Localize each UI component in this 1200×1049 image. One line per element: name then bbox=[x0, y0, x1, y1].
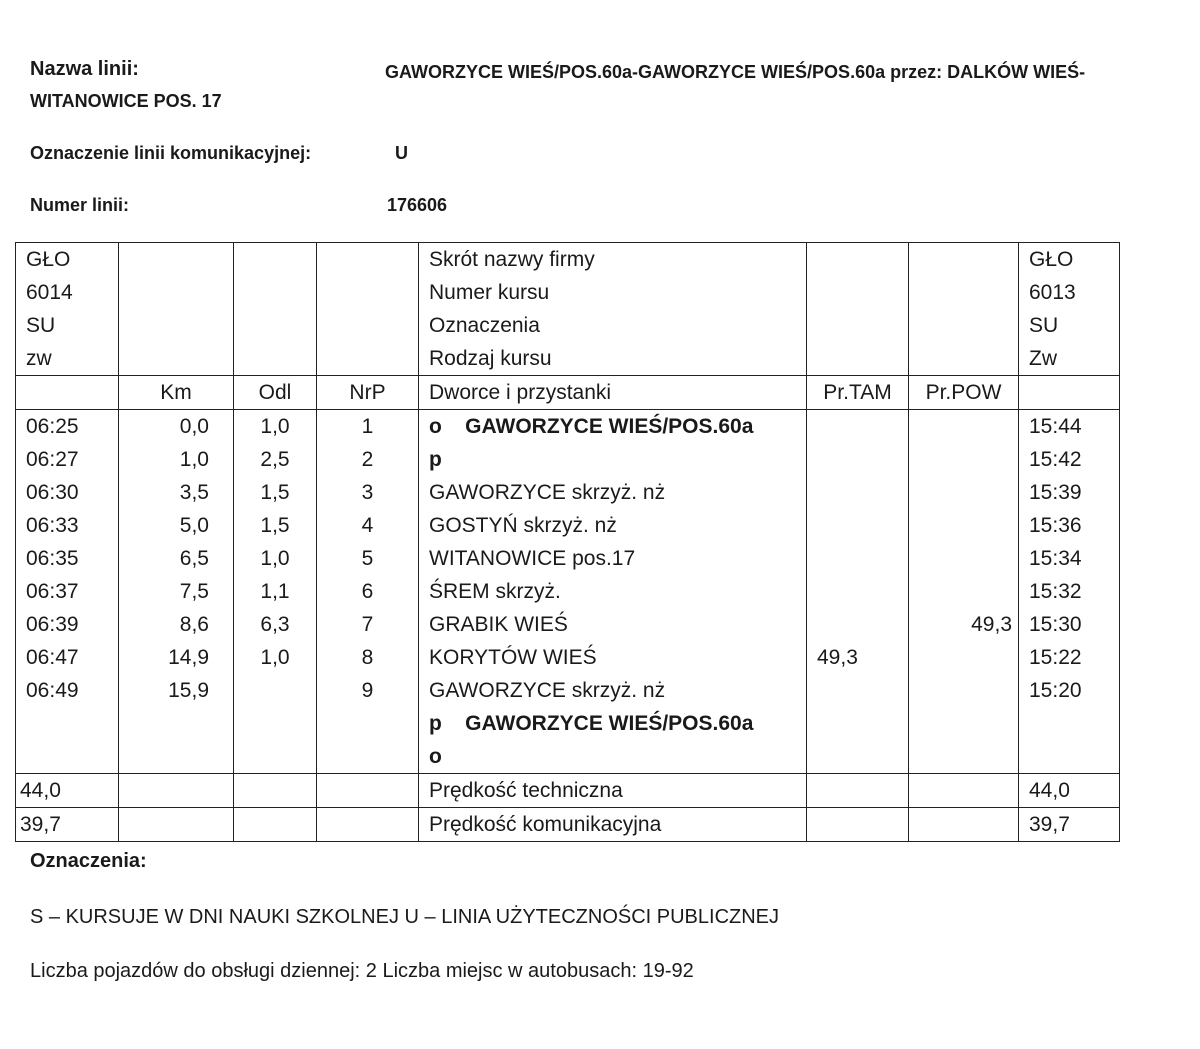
legend-title: Oznaczenia: bbox=[30, 850, 147, 872]
right-header-cell: GŁO 6013 SU Zw bbox=[1019, 243, 1120, 376]
stop-name: WITANOWICE pos.17 bbox=[429, 547, 636, 570]
legend-text: S – KURSUJE W DNI NAUKI SZKOLNEJ U – LINIA UŻYTECZNOŚCI PUBLICZNEJ bbox=[30, 906, 780, 928]
last-stop: p GAWORZYCE WIEŚ/POS.60a bbox=[429, 712, 754, 735]
stop-name: GAWORZYCE skrzyż. nż bbox=[429, 679, 666, 702]
designation-label: Oznaczenie linii komunikacyjnej: bbox=[30, 143, 312, 163]
stop-name: ŚREM skrzyż. bbox=[429, 580, 561, 603]
top-labels-cell: Skrót nazwy firmy Numer kursu Oznaczenia Rodzaj kursu bbox=[419, 243, 807, 376]
comm-speed-label: Prędkość komunikacyjna bbox=[419, 808, 807, 842]
first-stop: o GAWORZYCE WIEŚ/POS.60a bbox=[429, 415, 754, 438]
tech-speed-label: Prędkość techniczna bbox=[419, 774, 807, 808]
stops-body-row bbox=[16, 410, 1120, 774]
stop-name: GOSTYŃ skrzyż. nż bbox=[429, 514, 617, 537]
comm-speed-right: 39,7 bbox=[1019, 808, 1120, 842]
times-left-cell: 06:25 06:27 06:30 06:33 06:35 06:37 06:39 06:47 06:49 bbox=[16, 410, 119, 774]
comm-speed-left: 39,7 bbox=[16, 808, 119, 842]
odl-cell: 1,0 2,5 1,5 1,5 1,0 1,1 6,3 1,0 bbox=[234, 410, 317, 774]
times-right-cell: 15:44 15:42 15:39 15:36 15:34 15:32 15:30 15:22 15:20 bbox=[1019, 410, 1120, 774]
designation-value: U bbox=[395, 143, 408, 163]
col-prpow: Pr.POW bbox=[909, 376, 1019, 410]
vehicles-text: Liczba pojazdów do obsługi dziennej: 2 Liczba miejsc w autobusach: 19-92 bbox=[30, 960, 694, 982]
col-stops: Dworce i przystanki bbox=[419, 376, 807, 410]
col-nrp: NrP bbox=[317, 376, 419, 410]
column-header-row bbox=[16, 376, 1120, 410]
timetable bbox=[15, 242, 1120, 842]
tech-speed-right: 44,0 bbox=[1019, 774, 1120, 808]
col-odl: Odl bbox=[234, 376, 317, 410]
col-prtam: Pr.TAM bbox=[807, 376, 909, 410]
table-top-row bbox=[16, 243, 1120, 376]
comm-speed-row bbox=[16, 808, 1120, 842]
prtam-cell: 49,3 bbox=[807, 410, 909, 774]
tech-speed-row bbox=[16, 774, 1120, 808]
line-name-value-cont: WITANOWICE POS. 17 bbox=[30, 91, 222, 111]
prpow-cell: 49,3 bbox=[909, 410, 1019, 774]
tech-speed-left: 44,0 bbox=[16, 774, 119, 808]
line-number-value: 176606 bbox=[387, 195, 448, 215]
line-name-label: Nazwa linii: bbox=[30, 58, 139, 80]
nrp-cell: 1 2 3 4 5 6 7 8 9 bbox=[317, 410, 419, 774]
stop-name: GAWORZYCE skrzyż. nż bbox=[429, 481, 666, 504]
line-name-value: GAWORZYCE WIEŚ/POS.60a-GAWORZYCE WIEŚ/POS.60a przez: DALKÓW WIEŚ- bbox=[385, 62, 1086, 82]
km-cell: 0,0 1,0 3,5 5,0 6,5 7,5 8,6 14,9 15,9 bbox=[119, 410, 234, 774]
col-km: Km bbox=[119, 376, 234, 410]
left-header-cell: GŁO 6014 SU zw bbox=[16, 243, 119, 376]
line-number-label: Numer linii: bbox=[30, 195, 130, 215]
stop-name: GRABIK WIEŚ bbox=[429, 613, 568, 636]
stop-name: KORYTÓW WIEŚ bbox=[429, 646, 597, 669]
stops-cell: o GAWORZYCE WIEŚ/POS.60a p GAWORZYCE skrzyż. nż GOSTYŃ skrzyż. nż WITANOWICE pos.17 ŚREM skrzyż. GRABIK WIEŚ KORYTÓW WIEŚ GAWORZYCE skrzyż. nż p GAWORZYCE WIEŚ/POS.60a o bbox=[419, 410, 807, 774]
